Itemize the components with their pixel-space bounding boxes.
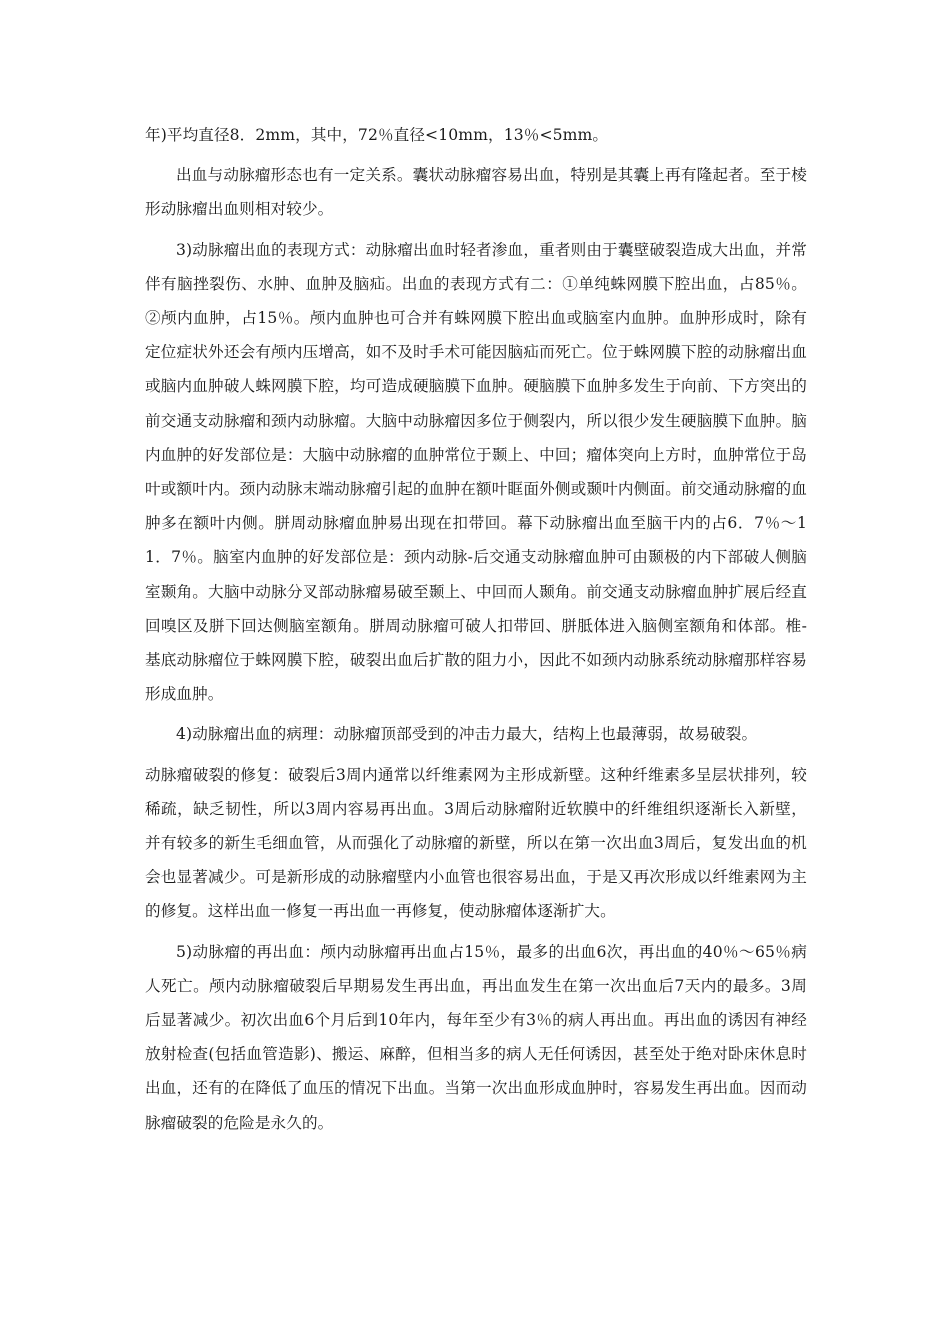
paragraph-bleeding-manifestation: 3)动脉瘤出血的表现方式：动脉瘤出血时轻者渗血，重者则由于囊壁破裂造成大出血，并常伴有脑挫裂伤、水肿、血肿及脑疝。出血的表现方式有二：①单纯蛛网膜下腔出血，占85％。②颅内血肿，占15％。颅内血肿也可合并有蛛网膜下腔出血或脑室内血肿。血肿形成时，除有定位症状外还会有颅内压增高，如不及时手术可能因脑疝而死亡。位于蛛网膜下腔的动脉瘤出血或脑内血肿破人蛛网膜下腔，均可造成硬脑膜下血肿。硬脑膜下血肿多发生于向前、下方突出的前交通支动脉瘤和颈内动脉瘤。大脑中动脉瘤因多位于侧裂内，所以很少发生硬脑膜下血肿。脑内血肿的好发部位是：大脑中动脉瘤的血肿常位于颞上、中回；瘤体突向上方时，血肿常位于岛叶或额叶内。颈内动脉末端动脉瘤引起的血肿在额叶眶面外侧或颞叶内侧面。前交通动脉瘤的血肿多在额叶内侧。胼周动脉瘤血肿易出现在扣带回。幕下动脉瘤出血至脑干内的占6．7％～11．7％。脑室内血肿的好发部位是：颈内动脉-后交通支动脉瘤血肿可由颞极的内下部破人侧脑室颞角。大脑中动脉分叉部动脉瘤易破至颞上、中回而人颞角。前交通支动脉瘤血肿扩展后经直回嗅区及胼下回达侧脑室额角。胼周动脉瘤可破人扣带回、胼胝体进入脑侧室额角和体部。椎-基底动脉瘤位于蛛网膜下腔，破裂出血后扩散的阻力小，因此不如颈内动脉系统动脉瘤那样容易形成血肿。 [145,240,807,704]
paragraph-bleeding-pathology: 4)动脉瘤出血的病理：动脉瘤顶部受到的冲击力最大，结构上也最薄弱，故易破裂。 [176,725,758,744]
paragraph-rebleeding: 5)动脉瘤的再出血：颅内动脉瘤再出血占15％，最多的出血6次，再出血的40％～65％病人死亡。颅内动脉瘤破裂后早期易发生再出血，再出血发生在第一次出血后7天内的最多。3周后显著减少。初次出血6个月后到10年内，每年至少有3％的病人再出血。再出血的诱因有神经放射检查(包括血管造影)、搬运、麻醉，但相当多的病人无任何诱因，甚至处于绝对卧床休息时出血，还有的在降低了血压的情况下出血。当第一次出血形成血肿时，容易发生再出血。因而动脉瘤破裂的危险是永久的。 [145,942,807,1132]
paragraph-diameter-stats: 年)平均直径8．2mm，其中，72％直径<10mm，13％<5mm。 [145,126,609,144]
paragraph-rupture-repair: 动脉瘤破裂的修复：破裂后3周内通常以纤维素网为主形成新壁。这种纤维素多呈层状排列，较稀疏，缺乏韧性，所以3周内容易再出血。3周后动脉瘤附近软膜中的纤维组织逐渐长入新壁，并有较多的新生毛细血管，从而强化了动脉瘤的新壁，所以在第一次出血3周后，复发出血的机会也显著减少。可是新形成的动脉瘤壁内小血管也很容易出血，于是又再次形成以纤维素网为主的修复。这样出血一修复一再出血一再修复，使动脉瘤体逐渐扩大。 [145,765,807,921]
paragraph-aneurysm-shape: 出血与动脉瘤形态也有一定关系。囊状动脉瘤容易出血，特别是其囊上再有隆起者。至于棱形动脉瘤出血则相对较少。 [145,166,807,219]
body-text [145,118,807,1146]
